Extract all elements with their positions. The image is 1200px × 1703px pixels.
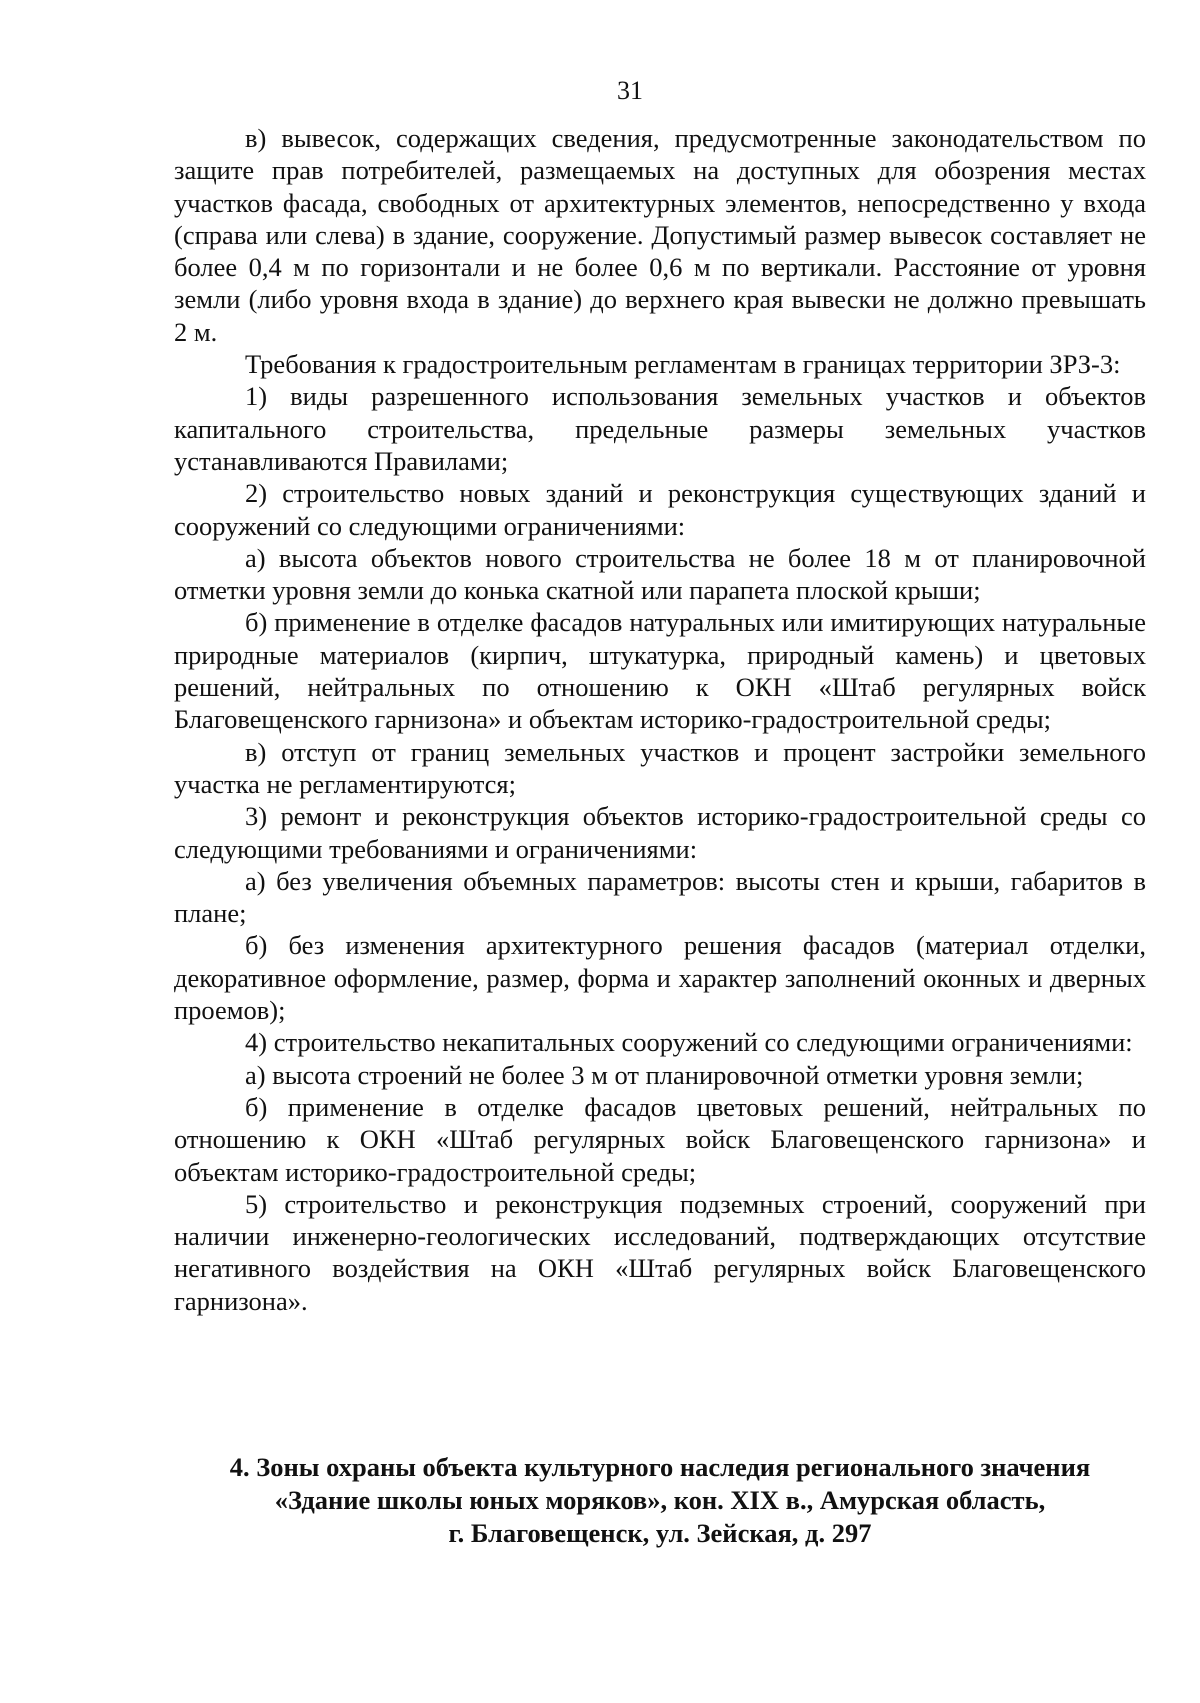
paragraph-item-4b: б) применение в отделке фасадов цветовых решений, нейтральных по отношению к ОКН «Штаб регулярных войск Благовещенского гарнизона» и объектам историко-градостроительной среды; xyxy=(174,1091,1146,1187)
paragraph-item-4: 4) строительство некапитальных сооружений со следующими ограничениями: xyxy=(245,1027,1133,1058)
paragraph-item-2a: а) высота объектов нового строительства не более 18 м от планировочной отметки уровня земли до конька скатной или парапета плоской крыши; xyxy=(174,542,1146,606)
section-heading xyxy=(174,1451,1146,1550)
section-heading-line-3: г. Благовещенск, ул. Зейская, д. 297 xyxy=(448,1518,872,1548)
paragraph-item-3a: а) без увеличения объемных параметров: высоты стен и крыши, габаритов в плане; xyxy=(174,865,1146,929)
paragraph-item-1: 1) виды разрешенного использования земельных участков и объектов капитального строительства, предельные размеры земельных участков устанавливаются Правилами; xyxy=(174,381,1146,476)
paragraph-item-5: 5) строительство и реконструкция подземных строений, сооружений при наличии инженерно-геологических исследований, подтверждающих отсутствие негативного воздействия на ОКН «Штаб регулярных войск Благовещенского гарнизона». xyxy=(174,1188,1146,1316)
section-heading-line-2: «Здание школы юных моряков», кон. XIX в., Амурская область, xyxy=(274,1485,1046,1515)
paragraph-item-3b: б) без изменения архитектурного решения фасадов (материал отделки, декоративное оформление, размер, форма и характер заполнений оконных и дверных проемов); xyxy=(174,930,1146,1026)
paragraph-item-3: 3) ремонт и реконструкция объектов историко-градостроительной среды со следующими требованиями и ограничениями: xyxy=(174,801,1146,864)
paragraph-item-2v: в) отступ от границ земельных участков и процент застройки земельного участка не регламентируются; xyxy=(174,736,1146,799)
paragraph-item-4a: а) высота строений не более 3 м от планировочной отметки уровня земли; xyxy=(245,1059,1084,1090)
paragraph-zrz3-requirements: Требования к градостроительным регламентам в границах территории ЗРЗ-3: xyxy=(245,349,1121,380)
section-heading-line-1: 4. Зоны охраны объекта культурного наследия регионального значения xyxy=(229,1452,1091,1482)
paragraph-signboards: в) вывесок, содержащих сведения, предусмотренные законодательством по защите прав потребителей, размещаемых на доступных для обозрения местах участков фасада, свободных от архитектурных элементов, непосредственно у входа (справа или слева) в здание, сооружение. Допустимый размер вывесок составляет не более 0,4 м по горизонтали и не более 0,6 м по вертикали. Расстояние от уровня земли (либо уровня входа в здание) до верхнего края вывески не должно превышать 2 м. xyxy=(174,123,1146,347)
document-body xyxy=(174,122,1146,1317)
paragraph-item-2: 2) строительство новых зданий и реконструкция существующих зданий и сооружений со следующими ограничениями: xyxy=(174,478,1146,541)
paragraph-item-2b: б) применение в отделке фасадов натуральных или имитирующих натуральные природные материалов (кирпич, штукатурка, природный камень) и цветовых решений, нейтральных по отношению к ОКН «Штаб регулярных войск Благовещенского гарнизона» и объектам историко-градостроительной среды; xyxy=(174,607,1146,735)
page-number: 31 xyxy=(617,76,643,105)
